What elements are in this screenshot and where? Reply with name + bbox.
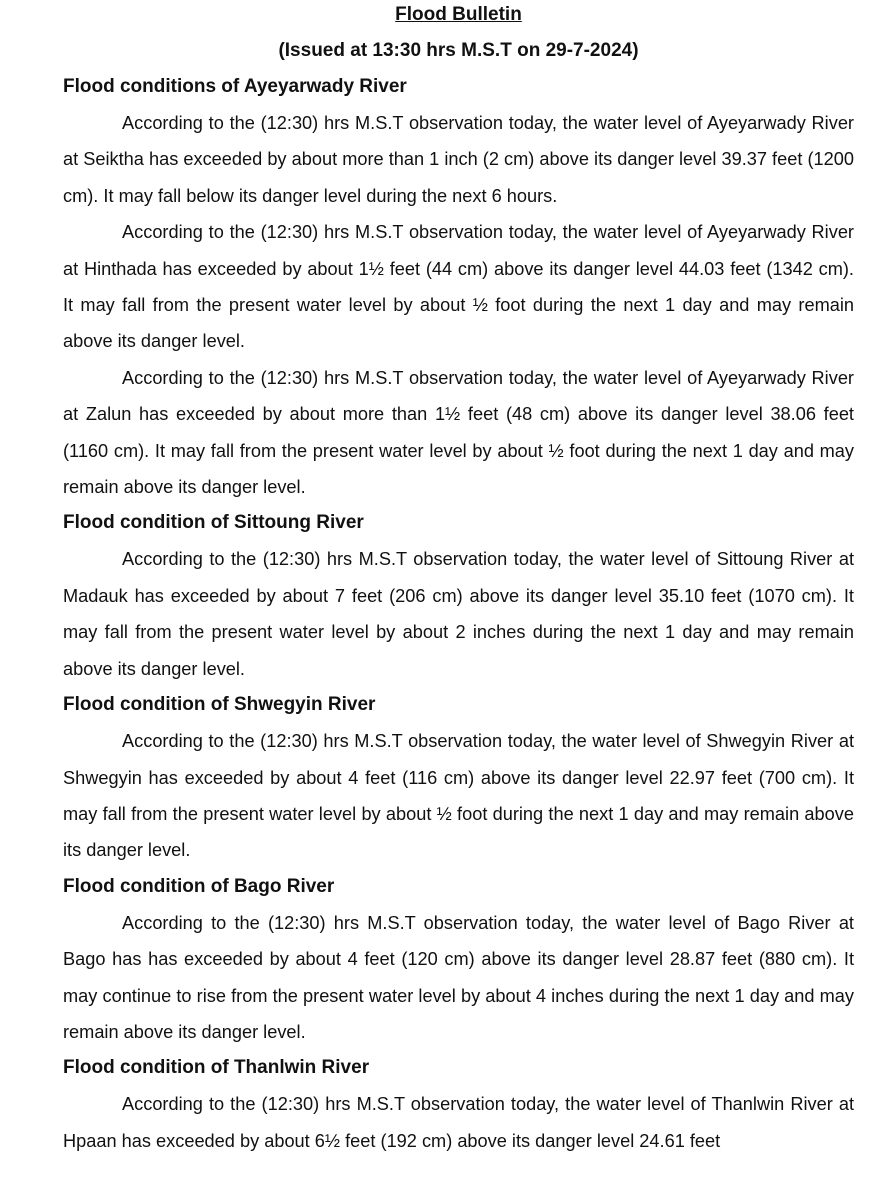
paragraph-madauk: According to the (12:30) hrs M.S.T observation today, the water level of Sittoung River at Madauk has exceeded by about 7 feet (206 cm) above its danger level 35.10 feet (1070 cm). It may fall from the present water level by about 2 inches during the next 1 day and may remain above its danger level. [63,549,854,679]
bulletin-issued-time: (Issued at 13:30 hrs M.S.T on 29-7-2024) [278,40,639,61]
section-shwegyin [63,687,854,869]
section-thanlwin [63,1050,854,1159]
section-heading: Flood condition of Bago River [63,875,335,897]
section-heading: Flood conditions of Ayeyarwady River [63,76,407,97]
section-heading: Flood condition of Shwegyin River [63,694,376,716]
paragraph-shwegyin: According to the (12:30) hrs M.S.T observation today, the water level of Shwegyin River at Shwegyin has exceeded by about 4 feet (116 cm) above its danger level 22.97 feet (700 cm). It may fall from the present water level by about ½ foot during the next 1 day and may remain above its danger level. [63,731,854,861]
section-sittoung [63,505,854,687]
paragraph-hpaan: According to the (12:30) hrs M.S.T observation today, the water level of Thanlwin River at Hpaan has exceeded by about 6½ feet (192 cm) above its danger level 24.61 feet [63,1094,854,1151]
bulletin-title: Flood Bulletin [395,4,522,25]
paragraph-bago: According to the (12:30) hrs M.S.T observation today, the water level of Bago River at Bago has has exceeded by about 4 feet (120 cm) above its danger level 28.87 feet (880 cm). It may continue to rise from the present water level by about 4 inches during the next 1 day and may remain above its danger level. [63,912,854,1042]
bulletin-page [63,0,854,1200]
paragraph-zalun: According to the (12:30) hrs M.S.T observation today, the water level of Ayeyarwady River at Zalun has exceeded by about more than 1½ feet (48 cm) above its danger level 38.06 feet (1160 cm). It may fall from the present water level by about ½ foot during the next 1 day and may remain above its danger level. [63,367,854,498]
paragraph-hinthada: According to the (12:30) hrs M.S.T observation today, the water level of Ayeyarwady River at Hinthada has exceeded by about 1½ feet (44 cm) above its danger level 44.03 feet (1342 cm). It may fall from the present water level by about ½ foot during the next 1 day and may remain above its danger level. [63,222,854,352]
section-heading: Flood condition of Sittoung River [63,512,364,534]
section-heading: Flood condition of Thanlwin River [63,1057,370,1079]
section-bago [63,869,854,1051]
section-ayeyarwady [63,69,854,505]
paragraph-seiktha: According to the (12:30) hrs M.S.T observation today, the water level of Ayeyarwady River at Seiktha has exceeded by about more than 1 inch (2 cm) above its danger level 39.37 feet (1200 cm). It may fall below its danger level during the next 6 hours. [63,113,854,206]
